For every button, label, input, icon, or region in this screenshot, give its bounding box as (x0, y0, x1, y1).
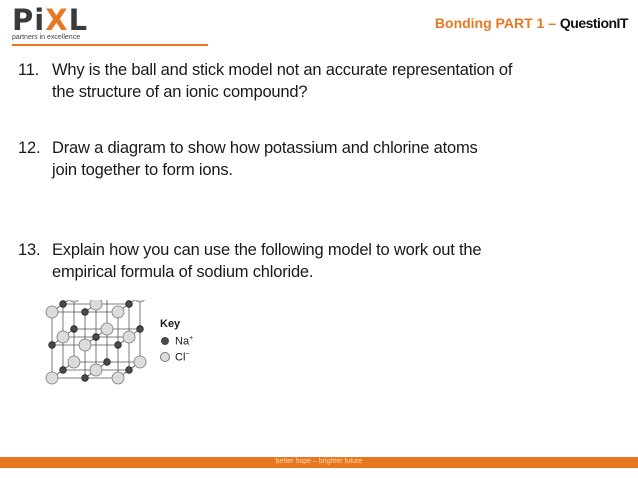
slide-title (435, 15, 628, 31)
logo-letter-i: i (34, 3, 46, 37)
sodium-ion (126, 367, 133, 374)
question-number: 11. (18, 61, 40, 79)
sodium-ion (60, 301, 67, 308)
chloride-charge: − (185, 350, 190, 358)
chloride-ion (134, 356, 146, 368)
lattice-key (160, 318, 193, 366)
chloride-ion (68, 300, 80, 302)
key-row-chloride (160, 350, 193, 364)
sodium-ion (82, 375, 89, 382)
sodium-ion (60, 367, 67, 374)
question-11 (18, 59, 628, 103)
question-text-line1: Draw a diagram to show how potassium and chlorine atoms (52, 139, 478, 157)
sodium-symbol: Na (175, 335, 190, 348)
key-title: Key (160, 318, 181, 330)
question-text-line1: Explain how you can use the following model to work out the (52, 241, 482, 259)
sodium-charge: + (189, 334, 194, 342)
chloride-ion (57, 331, 69, 343)
logo-tagline: partners in excellence (12, 34, 81, 41)
chloride-ion-icon (160, 352, 170, 362)
sodium-ion (137, 326, 144, 333)
slide-title-text: Bonding PART 1 – (434, 15, 560, 31)
sodium-ion (104, 359, 111, 366)
question-text-line2: empirical formula of sodium chloride. (52, 263, 314, 281)
question-12 (18, 137, 628, 181)
footer-slogan: better hope – brighter future (275, 458, 363, 465)
key-row-sodium (160, 334, 193, 348)
question-number: 12. (18, 139, 41, 157)
logo-letter-x: X (45, 3, 69, 37)
question-13 (18, 239, 628, 283)
chloride-ion (90, 364, 102, 376)
logo-letter-l: L (68, 3, 89, 37)
logo-wordmark (12, 4, 212, 36)
sodium-ion (49, 342, 56, 349)
chloride-ion (101, 323, 113, 335)
question-text-line1: Why is the ball and stick model not an accurate representation of (52, 61, 513, 79)
sodium-ion (115, 342, 122, 349)
slide-title-brand: QuestionIT (559, 15, 628, 31)
chloride-ion (112, 306, 124, 318)
sodium-chloride-lattice-diagram (40, 300, 160, 400)
sodium-ion (71, 326, 78, 333)
chloride-ion (68, 356, 80, 368)
sodium-ion (82, 309, 89, 316)
chloride-ion (46, 372, 58, 384)
pixl-logo (12, 4, 212, 41)
chloride-ion (112, 372, 124, 384)
question-number: 13. (18, 241, 41, 259)
logo-letter-p: P (12, 3, 35, 37)
chloride-ion (46, 306, 58, 318)
question-text-line2: join together to form ions. (52, 161, 233, 179)
chloride-symbol: Cl (175, 351, 186, 364)
chloride-ion (90, 300, 102, 310)
chloride-ion (134, 300, 146, 302)
sodium-ion (126, 301, 133, 308)
chloride-ion (79, 339, 91, 351)
question-text-line2: the structure of an ionic compound? (52, 83, 308, 101)
sodium-ion (93, 334, 100, 341)
chloride-ion (123, 331, 135, 343)
key-label-sodium (175, 335, 193, 348)
key-label-chloride (175, 351, 189, 364)
sodium-ion-icon (161, 337, 169, 345)
header-divider (12, 44, 208, 46)
